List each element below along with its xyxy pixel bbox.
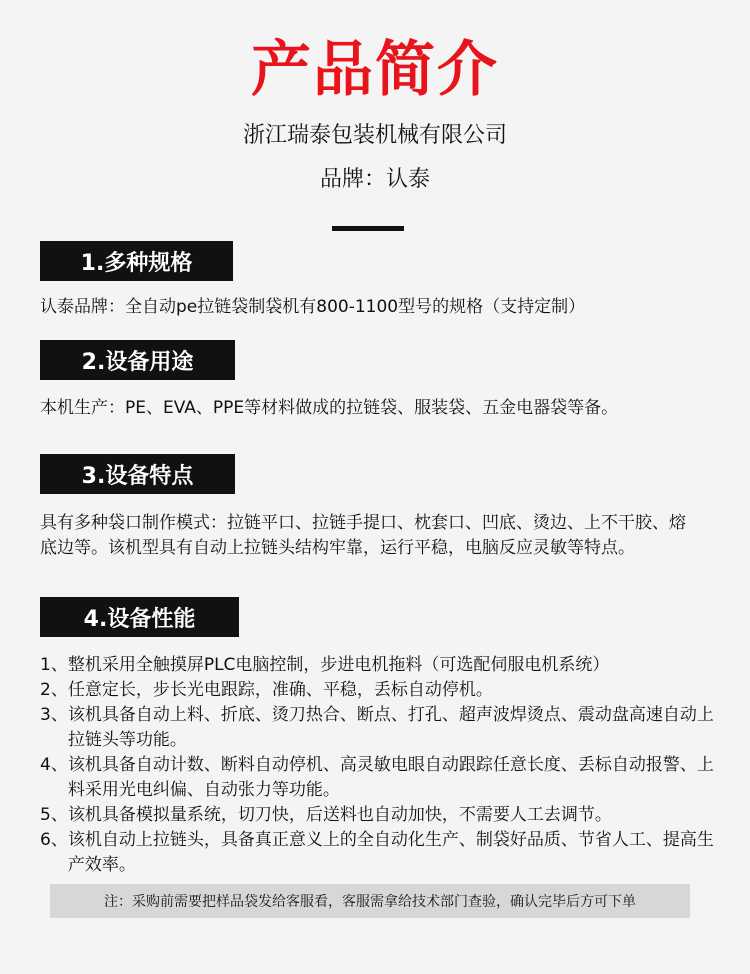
section-heading-features: 3.设备特点 xyxy=(40,454,235,494)
section-heading-specs: 1.多种规格 xyxy=(40,241,233,281)
brand-name: 品牌：认泰 xyxy=(319,167,430,192)
list-item-number: 5、 xyxy=(40,805,68,825)
list-item-number: 2、 xyxy=(40,680,68,700)
list-item xyxy=(40,653,730,678)
list-item-text: 该机具备自动计数、断料自动停机、高灵敏电眼自动跟踪任意长度、丢标自动报警、上料采用光电纠偏、自动张力等功能。 xyxy=(67,755,714,800)
list-item xyxy=(40,703,730,753)
purchase-note: 注：采购前需要把样品袋发给客服看，客服需拿给技术部门查验，确认完毕后方可下单 xyxy=(50,884,690,918)
divider xyxy=(332,226,404,231)
list-item-text: 该机具备自动上料、折底、烫刀热合、断点、打孔、超声波焊烫点、震动盘高速自动上拉链头等功能。 xyxy=(67,705,714,750)
list-item xyxy=(40,753,730,803)
company-name: 浙江瑞泰包装机械有限公司 xyxy=(242,123,507,148)
list-item-text: 任意定长，步长光电跟踪，准确、平稳，丢标自动停机。 xyxy=(67,680,493,700)
page-title: 产品简介 xyxy=(251,35,499,105)
list-item xyxy=(40,828,730,878)
list-item xyxy=(40,803,730,828)
list-item-number: 1、 xyxy=(40,655,68,675)
section-heading-usage: 2.设备用途 xyxy=(40,340,235,380)
section-text-features: 具有多种袋口制作模式：拉链平口、拉链手提口、枕套口、凹底、烫边、上不干胶、熔底边等。该机型具有自动上拉链头结构牢靠，运行平稳，电脑反应灵敏等特点。 xyxy=(40,513,686,558)
section-heading-performance: 4.设备性能 xyxy=(40,597,239,637)
list-item-number: 6、 xyxy=(40,830,68,850)
list-item-text: 该机自动上拉链头，具备真正意义上的全自动化生产、制袋好品质、节省人工、提高生产效率。 xyxy=(67,830,714,875)
performance-list xyxy=(40,653,730,878)
list-item-text: 该机具备模拟量系统，切刀快，后送料也自动加快，不需要人工去调节。 xyxy=(67,805,612,825)
section-text-usage: 本机生产：PE、EVA、PPE等材料做成的拉链袋、服装袋、五金电器袋等备。 xyxy=(40,398,619,418)
section-text-specs: 认泰品牌：全自动pe拉链袋制袋机有800-1100型号的规格（支持定制） xyxy=(40,297,586,317)
list-item xyxy=(40,678,730,703)
list-item-text: 整机采用全触摸屏PLC电脑控制，步进电机拖料（可选配伺服电机系统） xyxy=(67,655,610,675)
list-item-number: 3、 xyxy=(40,705,68,725)
list-item-number: 4、 xyxy=(40,755,68,775)
